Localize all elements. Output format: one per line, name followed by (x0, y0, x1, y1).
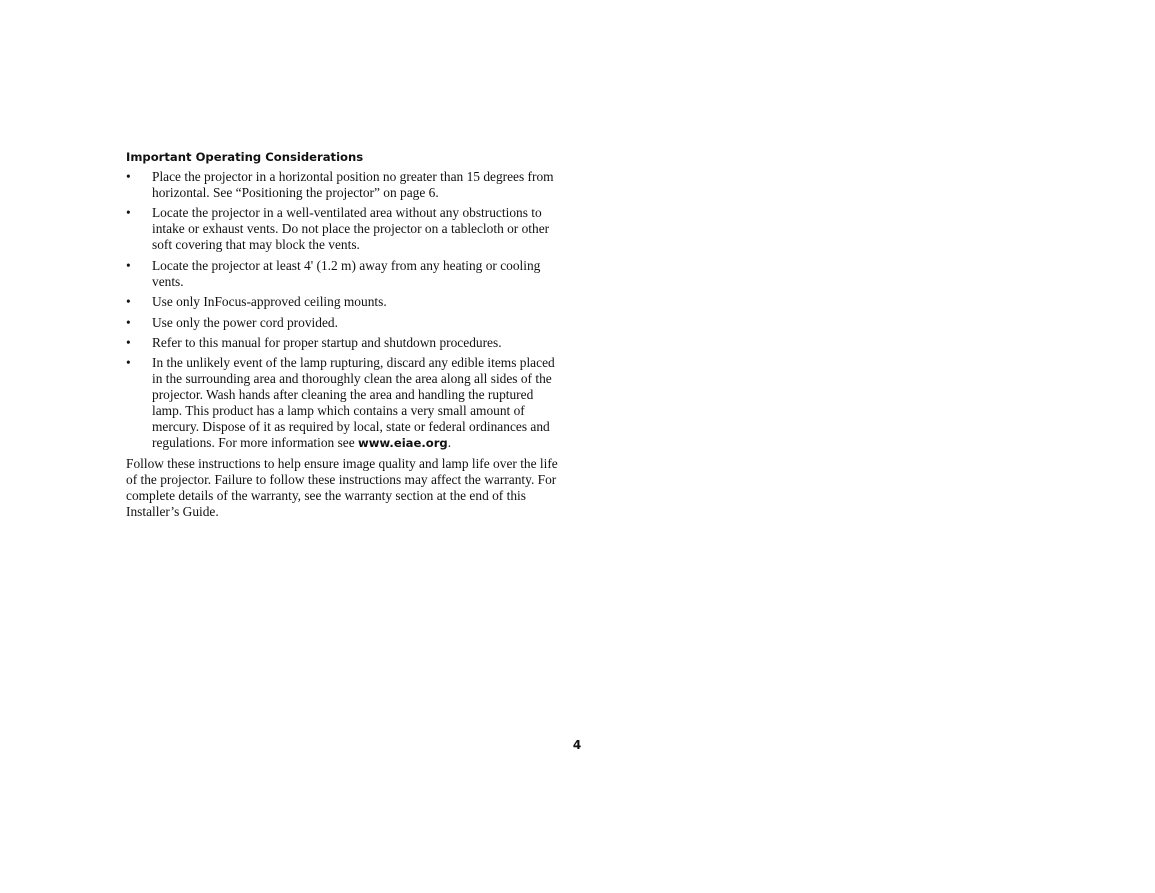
bullet-icon: • (126, 169, 131, 184)
list-item-text: Use only InFocus-approved ceiling mounts. (152, 294, 387, 310)
list-item-text: Locate the projector at least 4' (1.2 m) away from any heating or cooling vents. (152, 257, 541, 289)
list-item (126, 294, 566, 310)
list-item (126, 355, 566, 451)
list-item-text: Locate the projector in a well-ventilated area without any obstructions to intake or exhaust vents. Do not place the projector on a tablecloth or other soft covering that may block the vents. (152, 205, 550, 253)
bullet-icon: • (126, 334, 131, 350)
section-heading: Important Operating Considerations (126, 150, 364, 164)
considerations-list (126, 169, 566, 451)
list-item-text: Use only the power cord provided. (152, 314, 338, 330)
list-item (126, 258, 566, 290)
list-item (126, 205, 566, 253)
list-item-text: In the unlikely event of the lamp rupturing, discard any edible items placed in the surrounding area and thoroughly clean the area along all sides of the projector. Wash hands after cleaning the area and handling the ruptured lamp. This product has a lamp which contains a very small amount of mercury. Dispose of it as required by local, state or federal ordinances and regulations. For more information see (152, 355, 555, 451)
document-body (126, 149, 566, 520)
bullet-icon: • (126, 314, 131, 330)
bullet-icon: • (126, 205, 131, 221)
website-link[interactable]: www.eiae.org (358, 436, 448, 451)
list-item-text: Place the projector in a horizontal position no greater than 15 degrees from horizontal. See “Positioning the projector” on page 6. (152, 169, 554, 200)
closing-paragraph: Follow these instructions to help ensure image quality and lamp life over the life of the projector. Failure to follow these instructions may affect the warranty. For complete details of the warranty, see the warranty section at the end of this Installer’s Guide. (126, 455, 558, 519)
link-suffix: . (447, 435, 452, 451)
list-item (126, 335, 566, 351)
list-item (126, 315, 566, 331)
page-number: 4 (572, 738, 582, 752)
list-item (126, 169, 566, 201)
bullet-icon: • (126, 294, 131, 310)
bullet-icon: • (126, 355, 131, 371)
list-item-text: Refer to this manual for proper startup and shutdown procedures. (152, 334, 502, 350)
bullet-icon: • (126, 257, 131, 273)
